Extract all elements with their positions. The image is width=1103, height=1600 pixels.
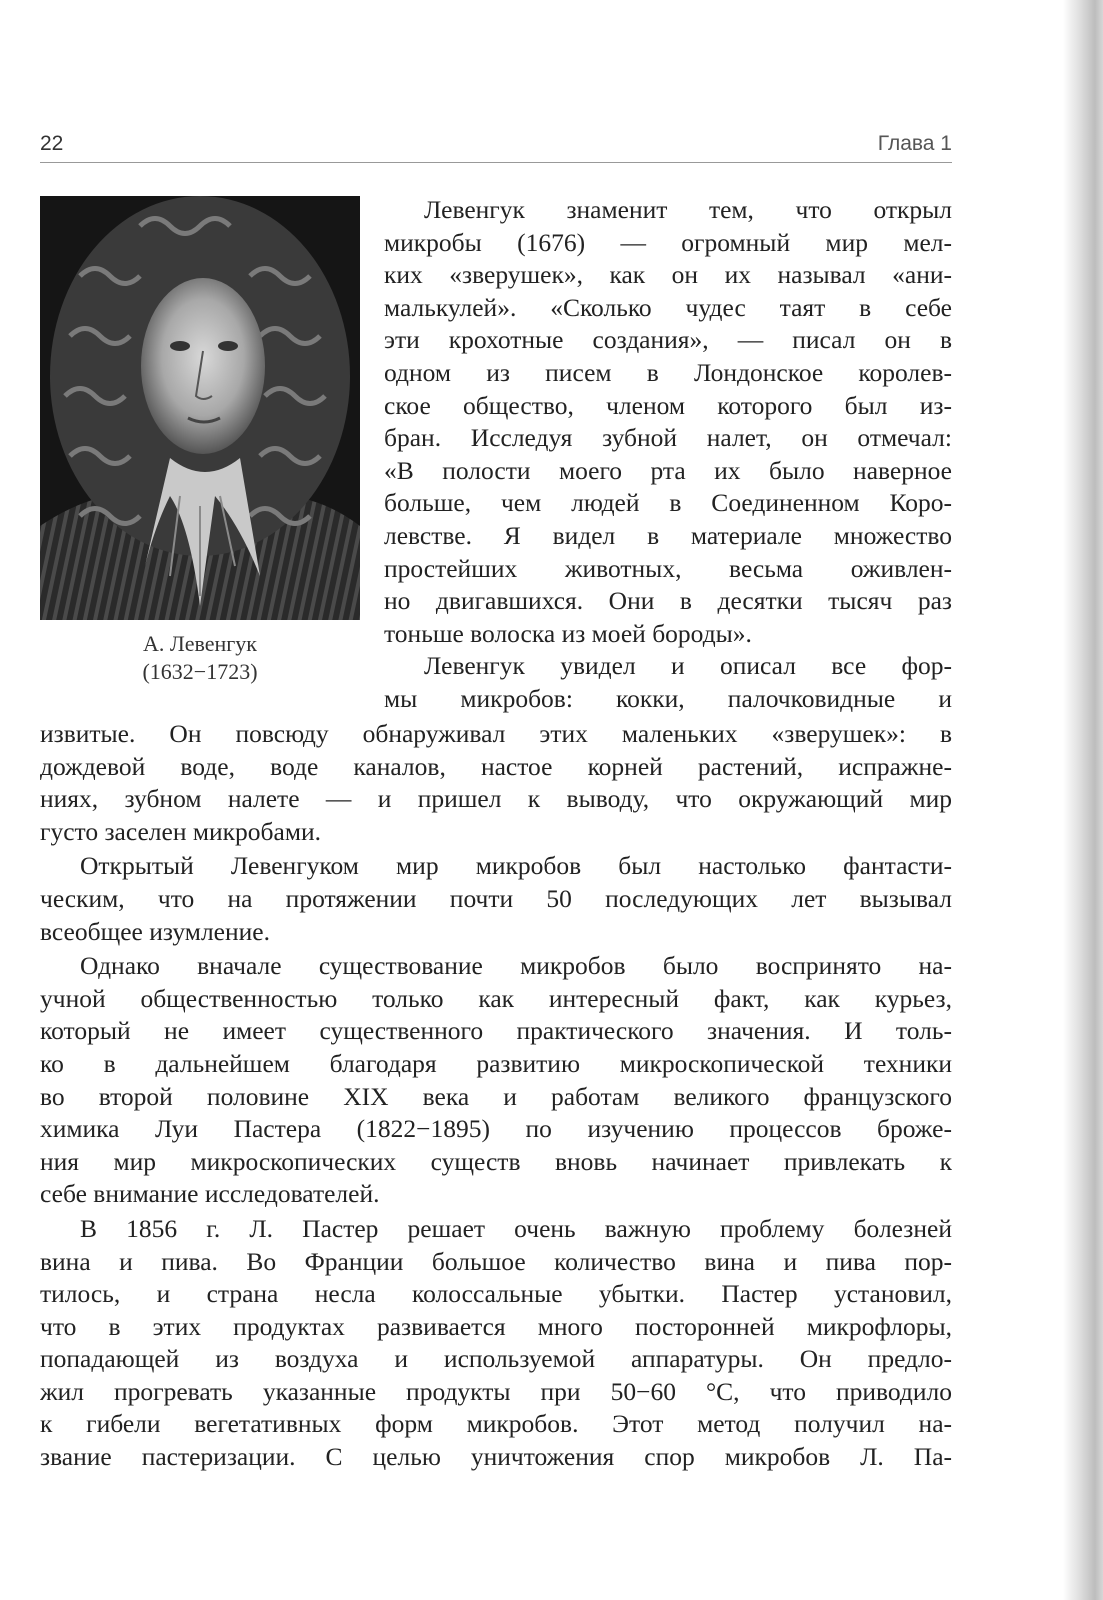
text-line: ко в дальнейшем благодаря развитию микроскопической техники [40, 1048, 952, 1078]
text-line: Левенгук увидел и описал все фор- [424, 651, 952, 681]
text-line: малькулей». «Сколько чудес таят в себе [384, 292, 952, 322]
text-line: простейших животных, весьма оживлен- [384, 553, 952, 583]
figure-caption [40, 630, 360, 686]
text-line: попадающей из воздуха и используемой аппаратуры. Он предло- [40, 1344, 952, 1374]
text-line: что в этих продуктах развивается много посторонней микрофлоры, [40, 1311, 952, 1341]
text-line: во второй половине XIX века и работам великого французского [40, 1081, 952, 1111]
text-line: Открытый Левенгуком мир микробов был настолько фантасти- [80, 851, 952, 881]
text-line: густо заселен микробами. [40, 816, 321, 846]
text-line: себе внимание исследователей. [40, 1179, 380, 1209]
portrait-image [40, 196, 360, 620]
text-line: но двигавшихся. Они в десятки тысяч раз [384, 586, 952, 616]
running-head [40, 132, 952, 162]
text-line: тилось, и страна несла колоссальные убытки. Пастер установил, [40, 1279, 952, 1309]
text-line: Левенгук знаменит тем, что открыл [424, 195, 952, 224]
chapter-title: Глава 1 [877, 132, 952, 155]
header-rule [40, 162, 952, 163]
text-line: одном из писем в Лондонское королев- [384, 357, 952, 387]
text-line: ское общество, членом которого был из- [384, 390, 952, 420]
text-line: вина и пива. Во Франции большое количество вина и пива пор- [40, 1246, 952, 1276]
text-line: тоньше волоска из моей бороды». [384, 618, 752, 648]
text-line: больше, чем людей в Соединенном Коро- [384, 488, 952, 518]
text-line: учной общественностью только как интересный факт, как курьез, [40, 983, 952, 1013]
text-line: ческим, что на протяжении почти 50 последующих лет вызывал [40, 883, 952, 913]
text-line: ниях, зубном налете — и пришел к выводу, что окружающий мир [40, 784, 952, 814]
right-column-text [384, 194, 952, 716]
text-line: мы микробов: кокки, палочковидные и [384, 683, 952, 713]
text-line: бран. Исследуя зубной налет, он отмечал: [384, 423, 952, 453]
text-line: к гибели вегетативных форм микробов. Этот метод получил на- [40, 1409, 952, 1439]
caption-name: А. Левенгук [143, 631, 257, 656]
text-line: эти крохотные создания», — писал он в [384, 325, 952, 355]
text-line: левстве. Я видел в материале множество [384, 520, 952, 550]
page-binding-shadow [1063, 0, 1103, 1600]
text-line: извитые. Он повсюду обнаруживал этих маленьких «зверушек»: в [40, 719, 952, 748]
text-line: всеобщее изумление. [40, 916, 270, 946]
text-line: В 1856 г. Л. Пастер решает очень важную проблему болезней [80, 1213, 952, 1243]
portrait-illustration [40, 196, 360, 620]
text-line: микробы (1676) — огромный мир мел- [384, 227, 952, 257]
text-line: который не имеет существенного практического значения. И толь- [40, 1016, 952, 1046]
caption-years: (1632−1723) [142, 659, 258, 684]
text-line: жил прогревать указанные продукты при 50−60 °С, что приводило [40, 1376, 952, 1406]
text-line: ких «зверушек», как он их называл «ани- [384, 260, 952, 290]
text-line: «В полости моего рта их было наверное [384, 455, 952, 485]
text-line: ния мир микроскопических существ вновь начинает привлекать к [40, 1146, 952, 1176]
page-number: 22 [40, 132, 64, 155]
text-line: звание пастеризации. С целью уничтожения спор микробов Л. Па- [40, 1442, 952, 1472]
text-line: Однако вначале существование микробов было воспринято на- [80, 951, 952, 981]
text-line: химика Луи Пастера (1822−1895) по изучению процессов броже- [40, 1114, 952, 1144]
full-width-text [40, 718, 952, 1474]
text-line: дождевой воде, воде каналов, настое корней растений, испражне- [40, 751, 952, 781]
